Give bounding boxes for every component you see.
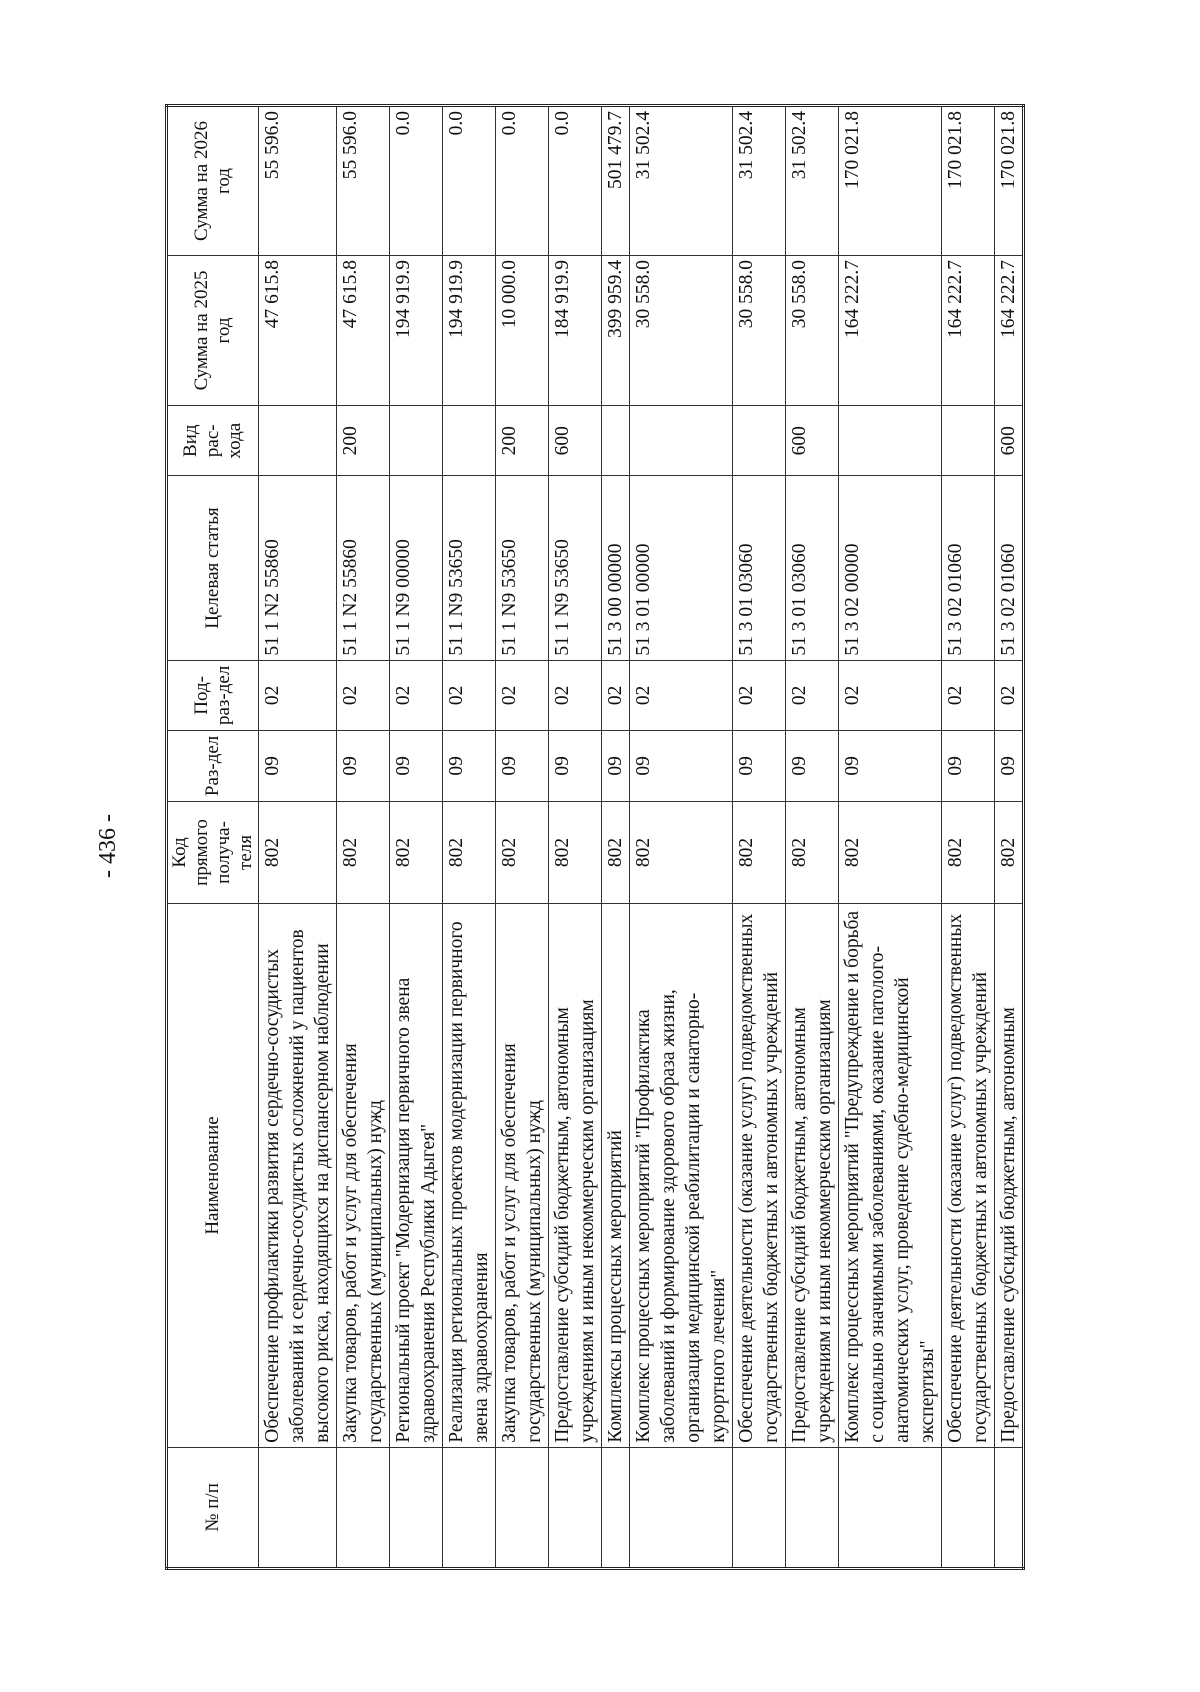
cell-num [259, 1447, 337, 1568]
cell-code: 802 [259, 801, 337, 904]
cell-code: 802 [602, 801, 630, 904]
table-row [733, 106, 786, 1569]
cell-sum2025: 47 615.8 [259, 256, 337, 406]
cell-section: 09 [733, 731, 786, 802]
cell-name: Региональный проект "Модернизация первичного звена здравоохранения Республики Адыгея" [390, 904, 443, 1448]
table-row [786, 106, 839, 1569]
cell-num [733, 1447, 786, 1568]
cell-sum2025: 30 558.0 [733, 256, 786, 406]
cell-subsection: 02 [390, 660, 443, 731]
table-row [390, 106, 443, 1569]
cell-type [602, 405, 630, 476]
page-number: - 436 - [95, 814, 121, 878]
cell-sum2025: 194 919.9 [390, 256, 443, 406]
cell-subsection: 02 [630, 660, 733, 731]
cell-name: Предоставление субсидий бюджетным, автономным [995, 904, 1024, 1448]
cell-subsection: 02 [496, 660, 549, 731]
cell-num [390, 1447, 443, 1568]
cell-name: Комплекс процессных мероприятий "Профилактика заболеваний и формирование здорового образа жизни, организация медицинской реабилитации и санаторно-курортного лечения" [630, 904, 733, 1448]
budget-table [165, 104, 1025, 1570]
cell-target: 51 3 01 00000 [630, 476, 733, 660]
table-row [839, 106, 942, 1569]
cell-subsection: 02 [839, 660, 942, 731]
cell-code: 802 [839, 801, 942, 904]
cell-subsection: 02 [337, 660, 390, 731]
cell-name: Закупка товаров, работ и услуг для обеспечения государственных (муниципальных) нужд [496, 904, 549, 1448]
cell-sum2025: 30 558.0 [786, 256, 839, 406]
cell-section: 09 [942, 731, 995, 802]
cell-subsection: 02 [549, 660, 602, 731]
cell-subsection: 02 [733, 660, 786, 731]
cell-code: 802 [337, 801, 390, 904]
cell-sum2026: 55 596.0 [337, 106, 390, 256]
cell-type: 600 [549, 405, 602, 476]
cell-target: 51 1 N9 00000 [390, 476, 443, 660]
cell-sum2026: 170 021.8 [942, 106, 995, 256]
cell-sum2025: 184 919.9 [549, 256, 602, 406]
cell-type: 200 [496, 405, 549, 476]
table-row [549, 106, 602, 1569]
cell-subsection: 02 [942, 660, 995, 731]
cell-sum2026: 501 479.7 [602, 106, 630, 256]
cell-sum2025: 30 558.0 [630, 256, 733, 406]
cell-code: 802 [733, 801, 786, 904]
cell-target: 51 3 01 03060 [786, 476, 839, 660]
table-row [259, 106, 337, 1569]
cell-type [259, 405, 337, 476]
cell-subsection: 02 [786, 660, 839, 731]
cell-sum2026: 0.0 [390, 106, 443, 256]
cell-sum2025: 399 959.4 [602, 256, 630, 406]
cell-target: 51 3 01 03060 [733, 476, 786, 660]
cell-sum2026: 0.0 [496, 106, 549, 256]
cell-num [549, 1447, 602, 1568]
cell-code: 802 [995, 801, 1024, 904]
cell-num [839, 1447, 942, 1568]
cell-name: Предоставление субсидий бюджетным, автономным учреждениям и иным некоммерческим организациям [549, 904, 602, 1448]
cell-sum2026: 55 596.0 [259, 106, 337, 256]
cell-section: 09 [786, 731, 839, 802]
cell-subsection: 02 [443, 660, 496, 731]
table-row [942, 106, 995, 1569]
cell-name: Обеспечение деятельности (оказание услуг) подведомственных государственных бюджетных и автономных учреждений [733, 904, 786, 1448]
cell-name: Закупка товаров, работ и услуг для обеспечения государственных (муниципальных) нужд [337, 904, 390, 1448]
cell-num [496, 1447, 549, 1568]
cell-name: Комплекс процессных мероприятий "Предупреждение и борьба с социально значимыми заболеваниями, оказание патолого-анатомических услуг, проведение судебно-медицинской экспертизы" [839, 904, 942, 1448]
table-header-row [167, 106, 259, 1569]
cell-code: 802 [390, 801, 443, 904]
cell-subsection: 02 [259, 660, 337, 731]
cell-target: 51 1 N9 53650 [549, 476, 602, 660]
cell-sum2026: 0.0 [443, 106, 496, 256]
cell-code: 802 [496, 801, 549, 904]
cell-sum2026: 170 021.8 [995, 106, 1024, 256]
cell-type [733, 405, 786, 476]
col-header-sum2025: Сумма на 2025 год [167, 256, 259, 406]
cell-section: 09 [496, 731, 549, 802]
cell-num [942, 1447, 995, 1568]
cell-section: 09 [630, 731, 733, 802]
cell-num [995, 1447, 1024, 1568]
cell-target: 51 3 00 00000 [602, 476, 630, 660]
cell-num [602, 1447, 630, 1568]
cell-type [630, 405, 733, 476]
col-header-code: Код прямого получа-теля [167, 801, 259, 904]
cell-num [443, 1447, 496, 1568]
col-header-section: Раз-дел [167, 731, 259, 802]
cell-section: 09 [443, 731, 496, 802]
cell-type [839, 405, 942, 476]
cell-target: 51 1 N2 55860 [259, 476, 337, 660]
table-row [443, 106, 496, 1569]
cell-type: 600 [786, 405, 839, 476]
cell-sum2025: 47 615.8 [337, 256, 390, 406]
cell-code: 802 [630, 801, 733, 904]
cell-subsection: 02 [995, 660, 1024, 731]
cell-target: 51 3 02 01060 [942, 476, 995, 660]
col-header-target: Целевая статья [167, 476, 259, 660]
cell-name: Комплексы процессных мероприятий [602, 904, 630, 1448]
cell-type [942, 405, 995, 476]
cell-type [390, 405, 443, 476]
table-row [337, 106, 390, 1569]
col-header-type: Вид рас-хода [167, 405, 259, 476]
table-row [496, 106, 549, 1569]
col-header-name: Наименование [167, 904, 259, 1448]
cell-name: Реализация региональных проектов модернизации первичного звена здравоохранения [443, 904, 496, 1448]
col-header-num: № п/п [167, 1447, 259, 1568]
cell-section: 09 [390, 731, 443, 802]
cell-type [443, 405, 496, 476]
cell-section: 09 [995, 731, 1024, 802]
cell-type: 600 [995, 405, 1024, 476]
cell-code: 802 [443, 801, 496, 904]
col-header-subsection: Под-раз-дел [167, 660, 259, 731]
cell-subsection: 02 [602, 660, 630, 731]
cell-sum2025: 164 222.7 [942, 256, 995, 406]
cell-target: 51 1 N9 53650 [496, 476, 549, 660]
cell-target: 51 1 N9 53650 [443, 476, 496, 660]
cell-sum2025: 164 222.7 [839, 256, 942, 406]
cell-section: 09 [337, 731, 390, 802]
cell-code: 802 [786, 801, 839, 904]
cell-sum2026: 31 502.4 [786, 106, 839, 256]
cell-section: 09 [549, 731, 602, 802]
cell-target: 51 3 02 00000 [839, 476, 942, 660]
cell-code: 802 [549, 801, 602, 904]
cell-sum2026: 170 021.8 [839, 106, 942, 256]
cell-name: Обеспечение профилактики развития сердечно-сосудистых заболеваний и сердечно-сосудистых осложнений у пациентов высокого риска, находящихся на диспансерном наблюдении [259, 904, 337, 1448]
cell-target: 51 1 N2 55860 [337, 476, 390, 660]
table-row [995, 106, 1024, 1569]
table-row [602, 106, 630, 1569]
cell-target: 51 3 02 01060 [995, 476, 1024, 660]
cell-name: Предоставление субсидий бюджетным, автономным учреждениям и иным некоммерческим организациям [786, 904, 839, 1448]
cell-section: 09 [259, 731, 337, 802]
cell-section: 09 [839, 731, 942, 802]
cell-sum2025: 164 222.7 [995, 256, 1024, 406]
cell-num [337, 1447, 390, 1568]
cell-sum2026: 31 502.4 [733, 106, 786, 256]
cell-name: Обеспечение деятельности (оказание услуг) подведомственных государственных бюджетных и автономных учреждений [942, 904, 995, 1448]
cell-sum2026: 0.0 [549, 106, 602, 256]
cell-sum2026: 31 502.4 [630, 106, 733, 256]
table-row [630, 106, 733, 1569]
cell-num [786, 1447, 839, 1568]
col-header-sum2026: Сумма на 2026 год [167, 106, 259, 256]
cell-section: 09 [602, 731, 630, 802]
cell-sum2025: 194 919.9 [443, 256, 496, 406]
cell-type: 200 [337, 405, 390, 476]
cell-num [630, 1447, 733, 1568]
cell-code: 802 [942, 801, 995, 904]
cell-sum2025: 10 000.0 [496, 256, 549, 406]
